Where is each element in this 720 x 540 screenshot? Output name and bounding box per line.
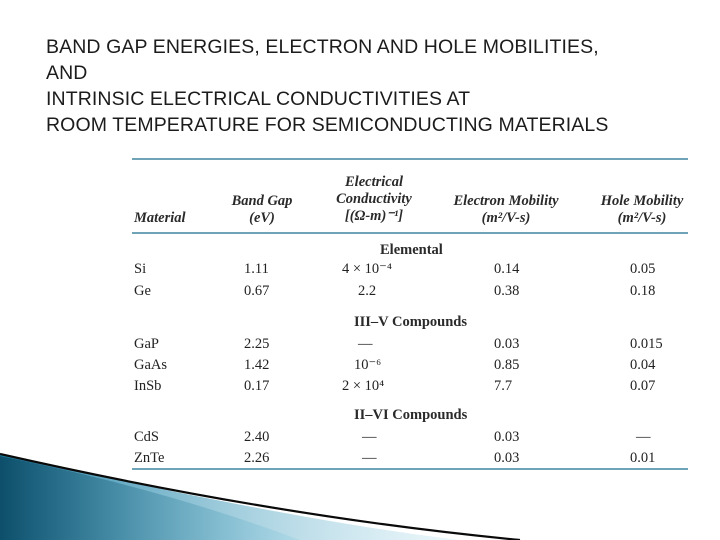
cell-conductivity: —: [362, 429, 377, 445]
header-hole-mobility: [594, 193, 690, 227]
cell-material: GaP: [134, 336, 159, 352]
cell-conductivity: —: [362, 450, 377, 466]
semiconductor-table: [132, 158, 688, 468]
cell-material: Si: [134, 261, 147, 277]
cell-hole-mobility: 0.01: [630, 450, 656, 466]
cell-band-gap: 0.67: [244, 283, 270, 299]
slide-title: [46, 34, 706, 138]
header-bottom-rule: [132, 232, 688, 234]
header-electron-mobility-line: Electron Mobility: [453, 193, 559, 209]
title-line: BAND GAP ENERGIES, ELECTRON AND HOLE MOBILITIES,: [46, 36, 599, 58]
header-material: Material: [134, 210, 186, 226]
cell-hole-mobility: 0.04: [630, 357, 656, 373]
cell-hole-mobility: 0.015: [630, 336, 663, 352]
title-line: ROOM TEMPERATURE FOR SEMICONDUCTING MATERIALS: [46, 114, 609, 136]
table-top-rule: [132, 158, 688, 160]
cell-band-gap: 0.17: [244, 378, 270, 394]
swoosh-dark-band: [0, 456, 300, 540]
header-conductivity: [324, 174, 424, 225]
cell-hole-mobility: 0.18: [630, 283, 656, 299]
group-label-ii-vi: II–VI Compounds: [354, 407, 468, 423]
header-conductivity-line: Electrical: [345, 174, 403, 190]
cell-material: Ge: [134, 283, 151, 299]
cell-hole-mobility: 0.05: [630, 261, 656, 277]
cell-material: ZnTe: [134, 450, 165, 466]
cell-conductivity: 2.2: [358, 283, 377, 299]
cell-band-gap: 1.42: [244, 357, 270, 373]
header-electron-mobility: [446, 193, 566, 227]
cell-conductivity: 10⁻⁶: [354, 357, 382, 373]
cell-electron-mobility: 0.03: [494, 336, 520, 352]
cell-electron-mobility: 7.7: [494, 378, 513, 394]
cell-material: InSb: [134, 378, 162, 394]
header-electron-mobility-unit: (m²/V-s): [481, 210, 531, 226]
title-line: AND: [46, 62, 88, 84]
cell-band-gap: 1.11: [244, 261, 269, 277]
cell-conductivity: 4 × 10⁻⁴: [342, 261, 392, 277]
cell-electron-mobility: 0.03: [494, 450, 520, 466]
header-band-gap: [227, 193, 297, 227]
cell-conductivity: 2 × 10⁴: [342, 378, 385, 394]
cell-material: GaAs: [134, 357, 168, 373]
header-hole-mobility-line: Hole Mobility: [600, 193, 684, 209]
header-conductivity-unit: [(Ω-m)⁻¹]: [344, 208, 404, 224]
header-band-gap-unit: (eV): [249, 210, 275, 226]
cell-electron-mobility: 0.38: [494, 283, 520, 299]
cell-hole-mobility: 0.07: [630, 378, 656, 394]
cell-material: CdS: [134, 429, 159, 445]
group-label-iii-v: III–V Compounds: [354, 314, 467, 330]
decorative-swoosh: [0, 440, 720, 540]
cell-band-gap: 2.25: [244, 336, 270, 352]
header-hole-mobility-unit: (m²/V-s): [617, 210, 667, 226]
cell-conductivity: —: [358, 336, 373, 352]
cell-electron-mobility: 0.85: [494, 357, 520, 373]
cell-hole-mobility: —: [636, 429, 651, 445]
header-conductivity-line: Conductivity: [336, 191, 412, 207]
cell-electron-mobility: 0.03: [494, 429, 520, 445]
cell-electron-mobility: 0.14: [494, 261, 520, 277]
header-band-gap-line: Band Gap: [231, 193, 293, 209]
cell-band-gap: 2.26: [244, 450, 270, 466]
title-line: INTRINSIC ELECTRICAL CONDUCTIVITIES AT: [46, 88, 471, 110]
group-label-elemental: Elemental: [380, 242, 443, 258]
cell-band-gap: 2.40: [244, 429, 270, 445]
